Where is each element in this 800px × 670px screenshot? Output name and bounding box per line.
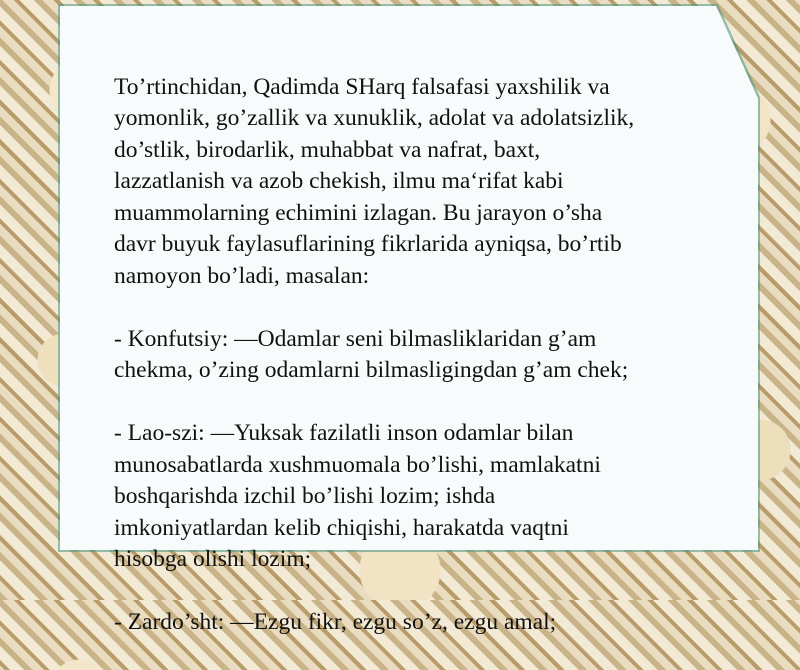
- intro-paragraph: To’rtinchidan, Qadimda SHarq falsafasi yaxshilik va yomonlik, go’zallik va xunuklik, adolat va adolatsizlik, do’stlik, birodarlik, muhabbat va nafrat, baxt, lazzatlanish va azob chekish, ilmu ma‘rifat kabi muammolarning echimini izlagan. Bu jarayon o’sha davr buyuk faylasuflarining fikrlarida ayniqsa, bo’rtib namoyon bo’ladi, masalan:: [114, 73, 635, 289]
- quote-konfutsiy: - Konfutsiy: ―Odamlar seni bilmasliklaridan g’am chekma, o’zing odamlarni bilmasligingdan g’am chek;: [114, 325, 629, 383]
- quote-zardosht: - Zardo’sht: ―Ezgu fikr, ezgu so’z, ezgu amal;: [114, 609, 557, 635]
- slide-text: [114, 40, 724, 670]
- quote-lao-szi: - Lao-szi: ―Yuksak fazilatli inson odamlar bilan munosabatlarda xushmuomala bo’lishi, mamlakatni boshqarishda izchil bo’lishi lozim; ishda imkoniyatlardan kelib chiqishi, harakatda vaqtni hisobga olishi lozim;: [114, 420, 601, 572]
